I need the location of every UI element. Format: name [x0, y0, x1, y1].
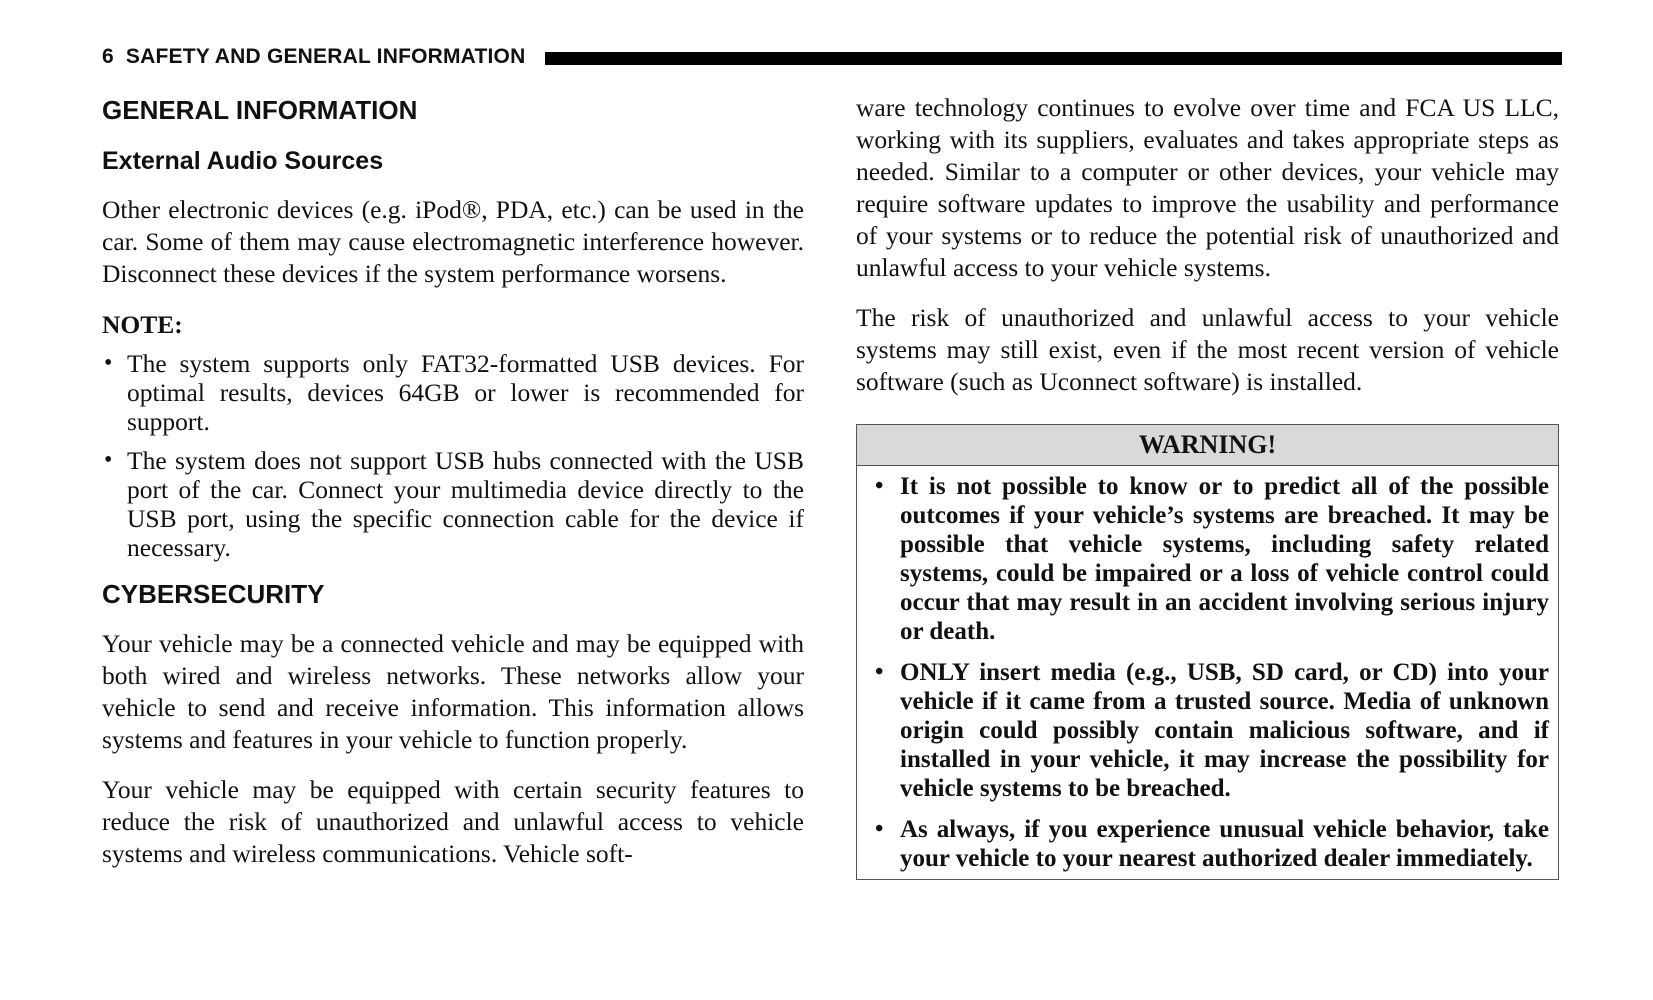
external-audio-heading: External Audio Sources — [102, 147, 384, 175]
warning-item — [866, 472, 1549, 646]
risk-paragraph: The risk of unauthorized and unlawful access to your vehicle systems may still exist, even if the most recent version of vehicle software (such as Uconnect software) is installed. — [856, 303, 1559, 396]
warning-item — [866, 815, 1549, 873]
cybersecurity-heading: CYBERSECURITY — [102, 579, 325, 609]
bullet-icon: • — [104, 447, 113, 473]
note-label: NOTE: — [102, 310, 183, 339]
warning-box — [856, 424, 1559, 880]
note-item — [102, 446, 804, 562]
cybersecurity-paragraph-1: Your vehicle may be a connected vehicle and may be equipped with both wired and wireless networks. These networks allow your vehicle to send and receive information. This information allows systems and features in your vehicle to function properly. — [102, 629, 804, 754]
warning-item — [866, 658, 1549, 803]
page-header — [102, 44, 1562, 70]
general-information-heading: GENERAL INFORMATION — [102, 95, 418, 125]
bullet-icon: • — [875, 659, 884, 685]
note-list — [102, 349, 804, 562]
left-column — [102, 92, 804, 870]
bullet-icon: • — [104, 350, 113, 376]
software-paragraph: ware technology continues to evolve over time and FCA US LLC, working with its suppliers, evaluates and takes appropriate steps as needed. Similar to a computer or other devices, your vehicle may require software updates to improve the usability and performance of your systems or to reduce the potential risk of unauthorized and unlawful access to your vehicle systems. — [856, 93, 1559, 282]
page-number: 6 — [102, 45, 114, 68]
warning-item-text: ONLY insert media (e.g., USB, SD card, or CD) into your vehicle if it came from a trusted source. Media of unknown origin could possibly contain malicious software, and if installed in your vehicle, it may increase the possibility for vehicle systems to be breached. — [900, 659, 1549, 802]
header-rule — [545, 52, 1562, 65]
warning-body — [857, 466, 1558, 879]
cybersecurity-paragraph-2: Your vehicle may be equipped with certain security features to reduce the risk of unauthorized and unlawful access to vehicle systems and wireless communications. Vehicle soft- — [102, 775, 804, 868]
section-title: SAFETY AND GENERAL INFORMATION — [125, 45, 526, 68]
warning-list — [866, 472, 1549, 873]
warning-item-text: As always, if you experience unusual vehicle behavior, take your vehicle to your nearest authorized dealer immediately. — [900, 816, 1549, 872]
note-item-text: The system supports only FAT32-formatted USB devices. For optimal results, devices 64GB or lower is recommended for support. — [127, 349, 804, 436]
external-audio-paragraph: Other electronic devices (e.g. iPod®, PDA, etc.) can be used in the car. Some of them may cause electromagnetic interference however. Disconnect these devices if the system performance worsens. — [102, 195, 804, 288]
warning-title: WARNING! — [857, 425, 1558, 466]
bullet-icon: • — [875, 473, 884, 499]
note-item — [102, 349, 804, 436]
bullet-icon: • — [875, 816, 884, 842]
note-item-text: The system does not support USB hubs connected with the USB port of the car. Connect your multimedia device directly to the USB port, using the specific connection cable for the device if necessary. — [127, 446, 804, 562]
right-column — [856, 92, 1559, 880]
warning-item-text: It is not possible to know or to predict all of the possible outcomes if your vehicle’s systems are breached. It may be possible that vehicle systems, including safety related systems, could be impaired or a loss of vehicle control could occur that may result in an accident involving serious injury or death. — [900, 473, 1549, 645]
